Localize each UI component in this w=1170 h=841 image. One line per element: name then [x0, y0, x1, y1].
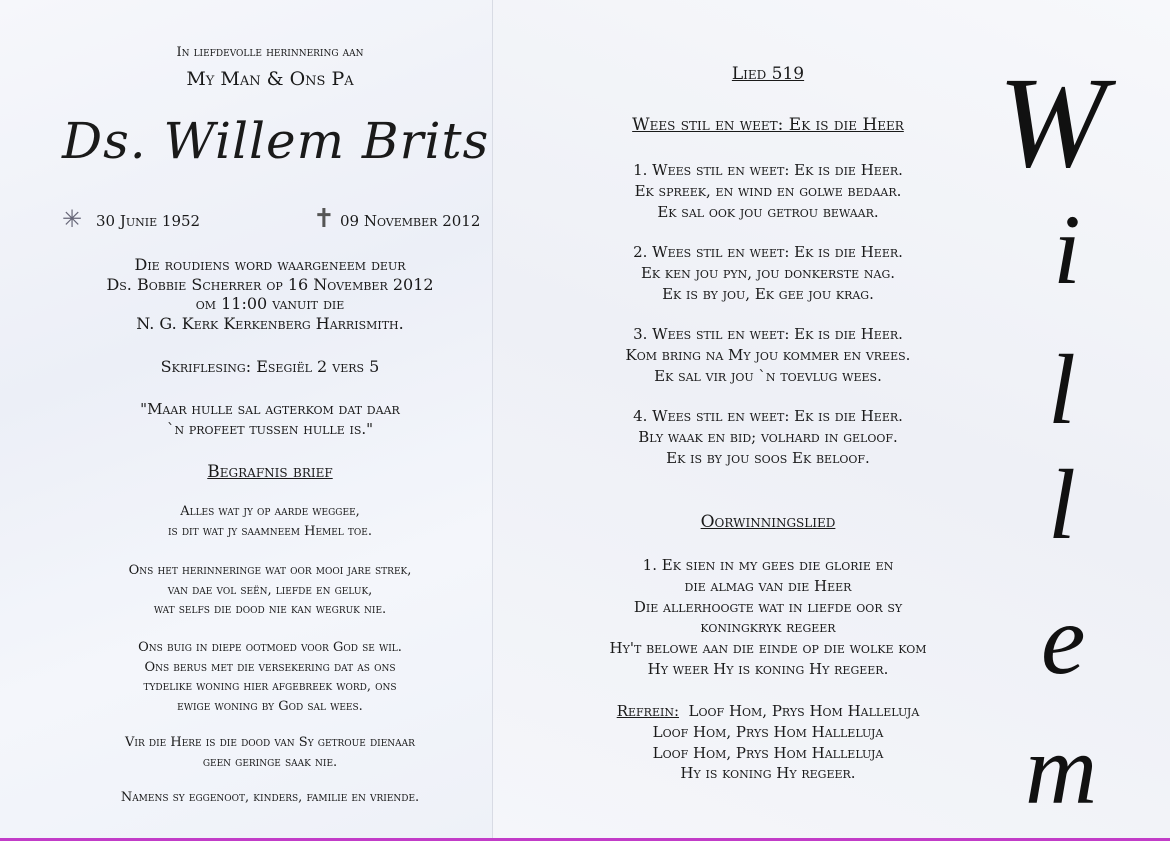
- letter-para: [0, 561, 540, 620]
- service-details: [0, 255, 540, 333]
- letter-line: Ons buig in diepe ootmoed voor God se wil.: [138, 640, 402, 655]
- refrain-label: Refrein:: [616, 702, 679, 720]
- hymn-verse: [493, 406, 1043, 468]
- verse-line: 3. Wees stil en weet: Ek is die Heer.: [633, 325, 903, 343]
- letter-para: [0, 502, 540, 541]
- vertical-name-letter: m: [1025, 714, 1098, 825]
- service-line: N. G. Kerk Kerkenberg Harrismith.: [136, 313, 404, 333]
- letter-line: Alles wat jy op aarde weggee,: [180, 504, 360, 519]
- letter-line: wat selfs die dood nie kan wegruk nie.: [153, 602, 387, 617]
- letter-line: Vir die Here is die dood van Sy getroue dienaar: [125, 735, 415, 750]
- scripture-quote: [0, 400, 540, 439]
- vertical-name-letter: i: [1053, 194, 1081, 305]
- verse-line: Ek is by jou soos Ek beloof.: [666, 448, 870, 467]
- birth-date: 30 Junie 1952: [96, 212, 201, 230]
- letter-line: van dae vol seën, liefde en geluk,: [167, 582, 373, 598]
- letter-heading: Begrafnis brief: [207, 462, 333, 482]
- verse-line: 1. Wees stil en weet: Ek is die Heer.: [633, 161, 903, 179]
- refrain-line: Loof Hom, Prys Hom Halleluja: [652, 722, 884, 741]
- verse-line: Hy weer Hy is koning Hy regeer.: [647, 659, 889, 678]
- death-date: 09 November 2012: [340, 212, 481, 230]
- service-line: Ds. Bobbie Scherrer op 16 November 2012: [106, 274, 434, 294]
- refrain-line: Hy is koning Hy regeer.: [680, 764, 856, 783]
- left-page: [0, 0, 492, 838]
- verse-line: Ek ken jou pyn, jou donkerste nag.: [640, 263, 896, 282]
- letter-line: geen geringe saak nie.: [202, 754, 338, 770]
- song-title: Oorwinningslied: [700, 512, 836, 532]
- verse-line: Ek is by jou, Ek gee jou krag.: [662, 284, 874, 303]
- star-icon: ✳: [62, 205, 83, 233]
- subtitle: My Man & Ons Pa: [186, 68, 354, 90]
- cross-icon: ✝: [313, 204, 335, 234]
- vertical-name-letter: W: [998, 51, 1107, 195]
- hymn-title: Wees stil en weet: Ek is die Heer: [632, 115, 904, 135]
- intro-line: In liefdevolle herinnering aan: [176, 45, 364, 60]
- verse-line: koningkryk regeer: [700, 618, 836, 637]
- vertical-name-letter: l: [1048, 334, 1076, 445]
- letter-line: Ons berus met die versekering dat as ons: [144, 659, 396, 675]
- verse-line: Die allerhoogte wat in liefde oor sy: [633, 597, 903, 616]
- verse-line: die almag van die Heer: [684, 576, 852, 595]
- deceased-name: Ds. Willem Brits: [62, 112, 490, 170]
- letter-line: tydelike woning hier afgebreek word, ons: [143, 679, 397, 694]
- hymn-verse: [493, 160, 1043, 222]
- quote-line: "Maar hulle sal agterkom dat daar: [140, 400, 400, 418]
- right-page: [492, 0, 1170, 838]
- letter-line: ewige woning by God sal wees.: [177, 698, 363, 714]
- verse-line: 4. Wees stil en weet: Ek is die Heer.: [633, 407, 903, 425]
- hymn-number: Lied 519: [731, 64, 805, 84]
- song-verse: [493, 555, 1043, 680]
- verse-line: Bly waak en bid; volhard in geloof.: [638, 427, 898, 446]
- verse-line: Ek sal ook jou getrou bewaar.: [657, 202, 879, 221]
- letter-line: Ons het herinneringe wat oor mooi jare strek,: [128, 563, 412, 578]
- vertical-name-letter: l: [1048, 449, 1076, 560]
- letter-para: [0, 638, 540, 716]
- service-line: om 11:00 vanuit die: [195, 294, 345, 313]
- refrain: [493, 701, 1043, 784]
- verse-line: Ek sal vir jou `n toevlug wees.: [654, 366, 882, 385]
- verse-line: Hy't belowe aan die einde op die wolke kom: [609, 639, 927, 658]
- refrain-line: [493, 701, 1043, 722]
- letter-line: is dit wat jy saamneem Hemel toe.: [167, 523, 372, 539]
- verse-line: 1. Ek sien in my gees die glorie en: [642, 556, 894, 574]
- letter-para: [0, 733, 540, 772]
- verse-line: 2. Wees stil en weet: Ek is die Heer.: [633, 243, 903, 261]
- scripture-reading: Skriflesing: Esegiël 2 vers 5: [160, 357, 380, 376]
- refrain-line: Loof Hom, Prys Hom Halleluja: [652, 743, 884, 762]
- service-line: Die roudiens word waargeneem deur: [134, 255, 406, 274]
- refrain-text: Loof Hom, Prys Hom Halleluja: [688, 702, 920, 720]
- verse-line: Kom bring na My jou kommer en vrees.: [625, 345, 911, 364]
- quote-line: `n profeet tussen hulle is.": [166, 419, 374, 438]
- hymn-verse: [493, 242, 1043, 304]
- signature-line: Namens sy eggenoot, kinders, familie en vriende.: [120, 790, 420, 805]
- verse-line: Ek spreek, en wind en golwe bedaar.: [634, 181, 902, 200]
- hymn-verse: [493, 324, 1043, 386]
- vertical-name-letter: e: [1041, 584, 1086, 695]
